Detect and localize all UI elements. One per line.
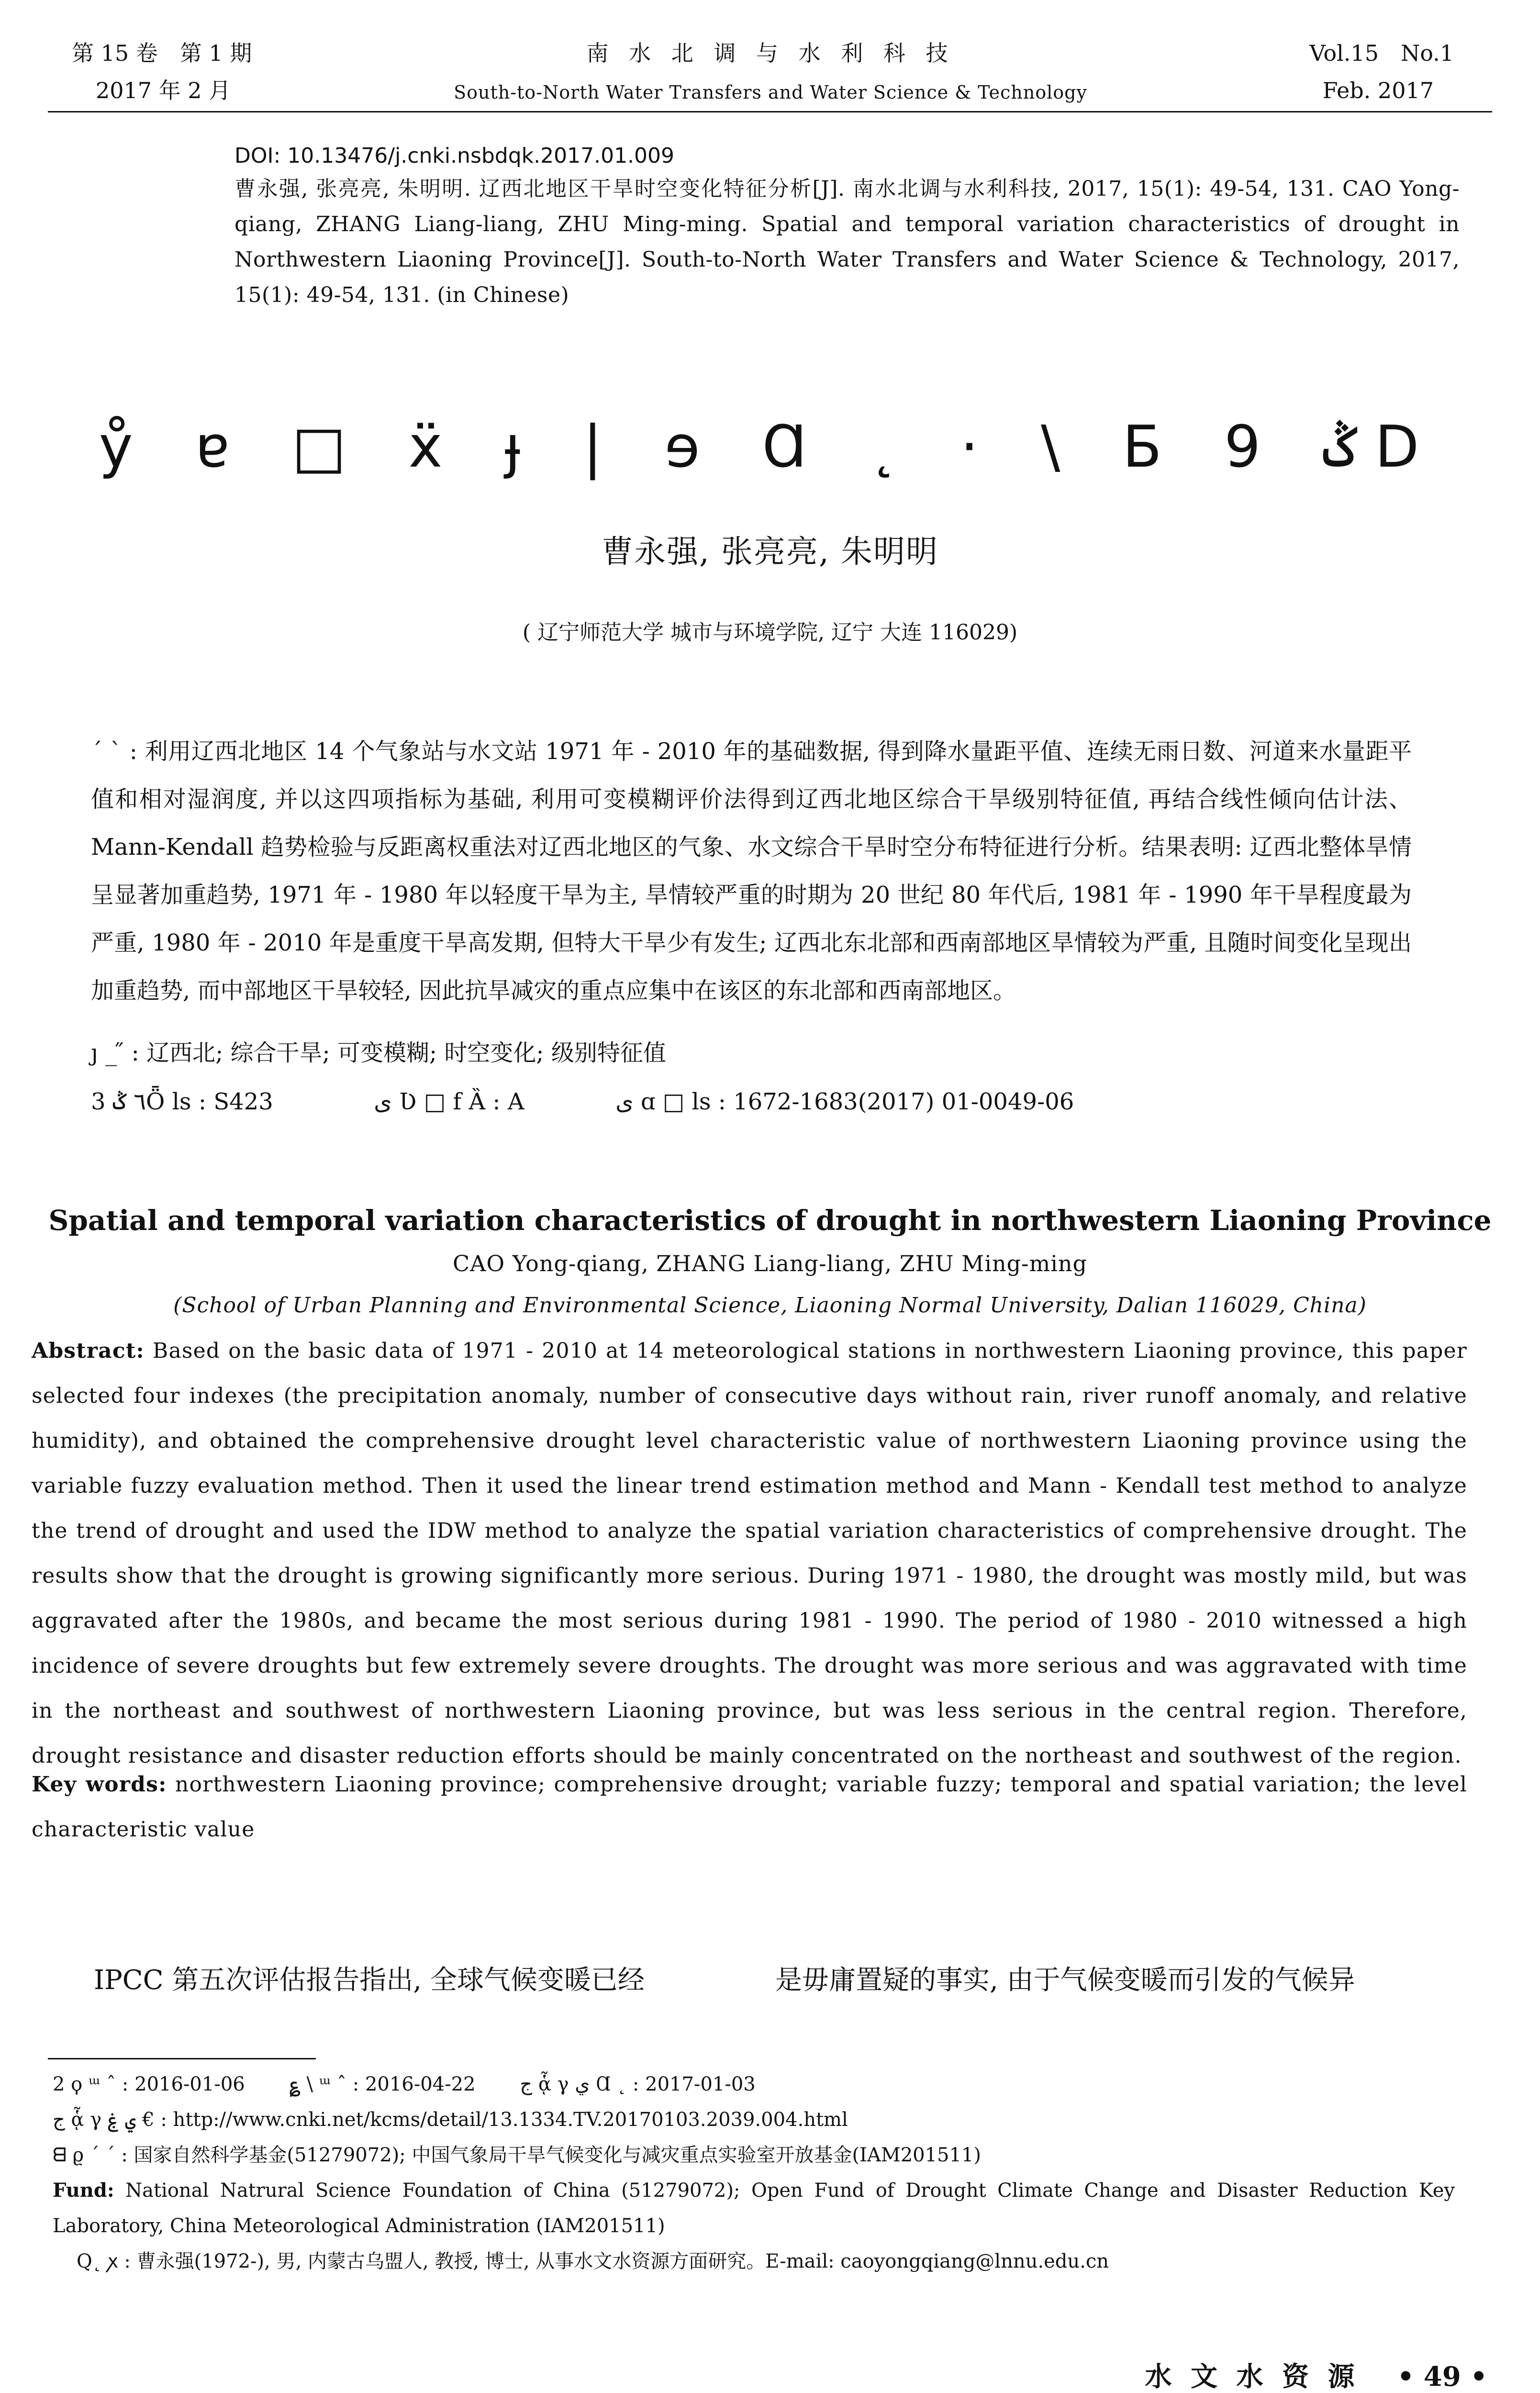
body-right-line: 是毋庸置疑的事实, 由于气候变暖而引发的气候异 (775, 1965, 1355, 1996)
keywords-cn-text: 辽西北; 综合干旱; 可变模糊; 时空变化; 级别特征值 (146, 1040, 666, 1066)
abstract-cn (91, 727, 1412, 1015)
abstract-en (32, 1329, 1467, 1778)
fund-label: Fund: (53, 2179, 114, 2202)
affiliation-cn: ( 辽宁师范大学 城市与环境学院, 辽宁 大连 116029) (522, 620, 1018, 645)
footnote-rule (48, 2058, 316, 2059)
author-text: 曹永强(1972-), 男, 内蒙古乌盟人, 教授, 博士, 从事水文水资源方面研究。E-mail: caoyongqiang@lnnu.edu.cn (136, 2250, 1109, 2272)
page-number: • 49 • (1397, 2361, 1487, 2393)
authors-cn: 曹永强, 张亮亮, 朱明明 (602, 533, 938, 570)
doc-label: ى Ʋ □ f Ȁ : (374, 1088, 501, 1115)
abstract-cn-text: 利用辽西北地区 14 个气象站与水文站 1971 年 - 2010 年的基础数据, 得到降水量距平值、连续无雨日数、河道来水量距平值和相对湿润度, 并以这四项指标为基础, 利用可变模糊评价法得到辽西北地区综合干旱级别特征值, 再结合线性倾向估计法、Mann-Kendall 趋势检验与反距离权重法对辽西北地区的气象、水文综合干旱时空分布特征进行分析。结果表明: 辽西北整体旱情呈显著加重趋势, 1971 年 - 1980 年以轻度干旱为主, 旱情较严重的时期为 20 世纪 80 年代后, 1981 年 - 1990 年干旱程度最为严重, 1980 年 - 2010 年是重度干旱高发期, 但特大干旱少有发生; 辽西北东北部和西南部地区旱情较为严重, 且随时间变化呈现出加重趋势, 而中部地区干旱较轻, 因此抗旱减灾的重点应集中在该区的东北部和西南部地区。 (91, 738, 1412, 1004)
clc-code: S423 (213, 1088, 273, 1115)
abstract-en-text: Based on the basic data of 1971 - 2010 at 14 meteorological stations in northwestern Liaoning province, this paper selected four indexes (the precipitation anomaly, number of consecutive days without rain, river runoff anomaly, and relative humidity), and obtained the comprehensive drought level characteristic value of northwestern Liaoning province using the variable fuzzy evaluation method. Then it used the linear trend estimation method and Mann - Kendall test method to analyze the trend of drought and used the IDW method to analyze the spatial variation characteristics of comprehensive drought. The results show that the drought is growing significantly more serious. During 1971 - 1980, the drought was mostly mild, but was aggravated after the 1980s, and became the most serious during 1981 - 1990. The period of 1980 - 2010 witnessed a high incidence of severe droughts but few extremely severe droughts. The drought was more serious and was aggravated with time in the northeast and southwest of northwestern Liaoning province, but was less serious in the central region. Therefore, drought resistance and disaster reduction efforts should be mainly concentrated on the northeast and southwest of the region. (32, 1339, 1467, 1768)
header-rule (48, 111, 1492, 112)
footnote-dates: 2 ϙ ᵚ ˆ : 2016-01-06 ؏ \ ᵚ ˆ : 2016-04-22 ج ᾇ γ ي Ɑ ˛ : 2017-01-03 (53, 2073, 756, 2095)
title-en: Spatial and temporal variation characteristics of drought in northwestern Liaoning Province (48, 1204, 1492, 1237)
header-date-en: Feb. 2017 (1322, 78, 1434, 103)
footnote-fund-cn: ᗺ ϱ ˊ ˊ : 国家自然科学基金(51279072); 中国气象局干旱气候变化与减灾重点实验室开放基金(IAM201511) (53, 2144, 981, 2166)
title-cn: ẙ ɐ □ ẍ ɟ | ɘ Ɑ ˛ · \ Ƃ 9 ݣ D (99, 414, 1441, 481)
header-vol-en: Vol.15 No.1 (1309, 40, 1454, 66)
citation: 曹永强, 张亮亮, 朱明明. 辽西北地区干旱时空变化特征分析[J]. 南水北调与水利科技, 2017, 15(1): 49-54, 131. CAO Yong-qiang, ZHANG Liang-liang, ZHU Ming-ming. Spatial and temporal variation characteristics of drought in Northwestern Liaoning Province[J]. South-to-North Water Transfers and Water Science & Technology, 2017, 15(1): 49-54, 131. (in Chinese) (234, 177, 1460, 307)
footer (1145, 2359, 1488, 2393)
doi: DOI: 10.13476/j.cnki.nsbdqk.2017.01.009 (234, 144, 675, 168)
keywords-cn-label: ȷ _ ̋ : (91, 1040, 139, 1066)
abstract-cn-label: ˊ ˋ : (91, 738, 137, 765)
keywords-cn (91, 1029, 1412, 1077)
doc-code: A (507, 1088, 524, 1115)
body-left-line: IPCC 第五次评估报告指出, 全球气候变暖已经 (94, 1965, 645, 1996)
footer-section: 水 文 水 资 源 (1145, 2361, 1360, 2393)
fund-text: National Natrural Science Foundation of China (51279072); Open Fund of Drought Climate Change and Disaster Reduction Key Laboratory, China Meteorological Administration (IAM201511) (53, 2180, 1455, 2237)
article-number: 1672-1683(2017) 01-0049-06 (733, 1088, 1074, 1115)
header-journal-cn: 南 水 北 调 与 水 利 科 技 (586, 40, 955, 66)
footnote-author (77, 2244, 1109, 2279)
footnote-fund-en (53, 2173, 1455, 2244)
article-label: ى ɑ □ ls : (615, 1088, 726, 1115)
keywords-en-text: northwestern Liaoning province; comprehensive drought; variable fuzzy; temporal and spatial variation; the level characteristic value (32, 1772, 1467, 1842)
author-label: Q˛ ꭗ : (77, 2250, 131, 2272)
abstract-en-label: Abstract: (32, 1339, 145, 1363)
clc-label: 3 ٦ ݣȪ ls : (91, 1088, 206, 1115)
keywords-en (32, 1762, 1467, 1852)
header-volume-issue: 第 15 卷 第 1 期 (72, 40, 252, 66)
affiliation-en: (School of Urban Planning and Environmental Science, Liaoning Normal University, Dalian 116029, China) (173, 1293, 1367, 1318)
authors-en: CAO Yong-qiang, ZHANG Liang-liang, ZHU Ming-ming (452, 1251, 1087, 1276)
header-year-month: 2017 年 2 月 (96, 78, 231, 103)
header-journal-en: South-to-North Water Transfers and Water Science & Technology (454, 82, 1087, 103)
footnote-online: ج ᾇ γ ي ۼ € : http://www.cnki.net/kcms/detail/13.1334.TV.20170103.2039.004.html (53, 2109, 848, 2131)
keywords-en-label: Key words: (32, 1772, 167, 1797)
classification (91, 1078, 1412, 1126)
